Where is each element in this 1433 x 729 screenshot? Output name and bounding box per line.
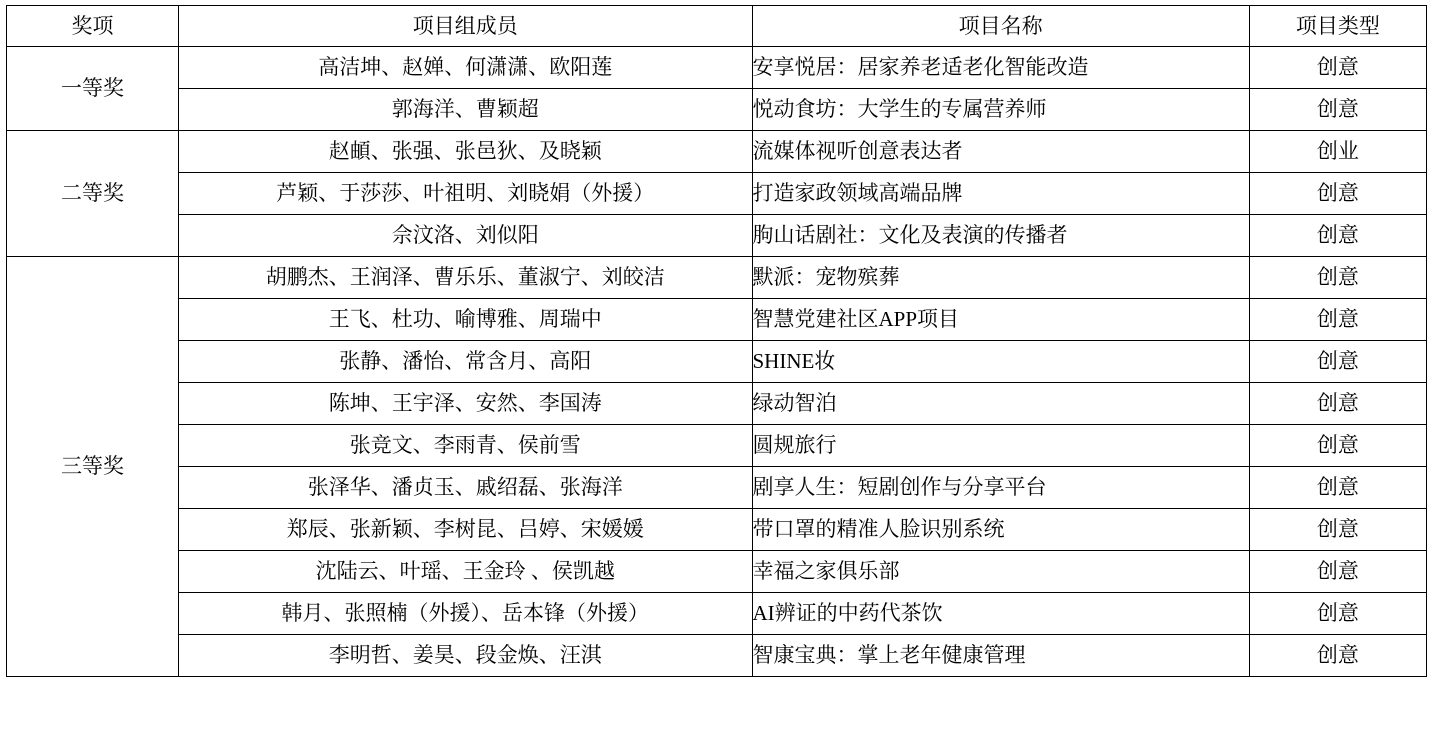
members-cell: 胡鹏杰、王润泽、曹乐乐、董淑宁、刘皎洁 <box>179 257 752 299</box>
project-cell: 绿动智泊 <box>752 383 1249 425</box>
table-header-row <box>7 6 1427 47</box>
project-cell: 带口罩的精准人脸识别系统 <box>752 509 1249 551</box>
table-row <box>7 257 1427 299</box>
type-cell: 创意 <box>1249 215 1426 257</box>
column-header-award: 奖项 <box>7 6 179 47</box>
table-row <box>7 131 1427 173</box>
project-cell: 打造家政领域高端品牌 <box>752 173 1249 215</box>
type-cell: 创业 <box>1249 131 1426 173</box>
table-row <box>7 635 1427 677</box>
table-row <box>7 173 1427 215</box>
award-group-label: 一等奖 <box>7 47 179 131</box>
members-cell: 王飞、杜功、喻博雅、周瑞中 <box>179 299 752 341</box>
members-cell: 张静、潘怡、常含月、高阳 <box>179 341 752 383</box>
type-cell: 创意 <box>1249 467 1426 509</box>
table-row <box>7 89 1427 131</box>
table-row <box>7 593 1427 635</box>
project-cell: AI辨证的中药代茶饮 <box>752 593 1249 635</box>
type-cell: 创意 <box>1249 299 1426 341</box>
type-cell: 创意 <box>1249 341 1426 383</box>
members-cell: 郭海洋、曹颖超 <box>179 89 752 131</box>
type-cell: 创意 <box>1249 425 1426 467</box>
project-cell: 智康宝典：掌上老年健康管理 <box>752 635 1249 677</box>
type-cell: 创意 <box>1249 47 1426 89</box>
project-cell: 悦动食坊：大学生的专属营养师 <box>752 89 1249 131</box>
column-header-members: 项目组成员 <box>179 6 752 47</box>
type-cell: 创意 <box>1249 551 1426 593</box>
members-cell: 赵頔、张强、张邑狄、及晓颖 <box>179 131 752 173</box>
table-row <box>7 509 1427 551</box>
table-row <box>7 47 1427 89</box>
column-header-type: 项目类型 <box>1249 6 1426 47</box>
project-cell: 朐山话剧社：文化及表演的传播者 <box>752 215 1249 257</box>
project-cell: SHINE妆 <box>752 341 1249 383</box>
members-cell: 李明哲、姜昊、段金焕、汪淇 <box>179 635 752 677</box>
type-cell: 创意 <box>1249 173 1426 215</box>
members-cell: 佘汶洛、刘似阳 <box>179 215 752 257</box>
project-cell: 流媒体视听创意表达者 <box>752 131 1249 173</box>
table-body <box>7 47 1427 677</box>
table-row <box>7 341 1427 383</box>
members-cell: 张竞文、李雨青、侯前雪 <box>179 425 752 467</box>
project-cell: 剧享人生：短剧创作与分享平台 <box>752 467 1249 509</box>
type-cell: 创意 <box>1249 383 1426 425</box>
members-cell: 韩月、张照楠（外援）、岳本锋（外援） <box>179 593 752 635</box>
table-row <box>7 425 1427 467</box>
type-cell: 创意 <box>1249 257 1426 299</box>
members-cell: 郑辰、张新颖、李树昆、吕婷、宋媛媛 <box>179 509 752 551</box>
table-row <box>7 467 1427 509</box>
table-row <box>7 215 1427 257</box>
project-cell: 圆规旅行 <box>752 425 1249 467</box>
members-cell: 沈陆云、叶瑶、王金玲 、侯凯越 <box>179 551 752 593</box>
project-cell: 智慧党建社区APP项目 <box>752 299 1249 341</box>
type-cell: 创意 <box>1249 89 1426 131</box>
members-cell: 张泽华、潘贞玉、戚绍磊、张海洋 <box>179 467 752 509</box>
table-row <box>7 551 1427 593</box>
members-cell: 芦颖、于莎莎、叶祖明、刘晓娟（外援） <box>179 173 752 215</box>
project-cell: 安享悦居：居家养老适老化智能改造 <box>752 47 1249 89</box>
members-cell: 陈坤、王宇泽、安然、李国涛 <box>179 383 752 425</box>
award-group-label: 二等奖 <box>7 131 179 257</box>
project-cell: 默派：宠物殡葬 <box>752 257 1249 299</box>
award-table <box>6 5 1427 677</box>
table-row <box>7 299 1427 341</box>
project-cell: 幸福之家俱乐部 <box>752 551 1249 593</box>
column-header-project: 项目名称 <box>752 6 1249 47</box>
type-cell: 创意 <box>1249 509 1426 551</box>
type-cell: 创意 <box>1249 593 1426 635</box>
award-group-label: 三等奖 <box>7 257 179 677</box>
members-cell: 高洁坤、赵婵、何潇潇、欧阳莲 <box>179 47 752 89</box>
type-cell: 创意 <box>1249 635 1426 677</box>
table-row <box>7 383 1427 425</box>
table-header <box>7 6 1427 47</box>
